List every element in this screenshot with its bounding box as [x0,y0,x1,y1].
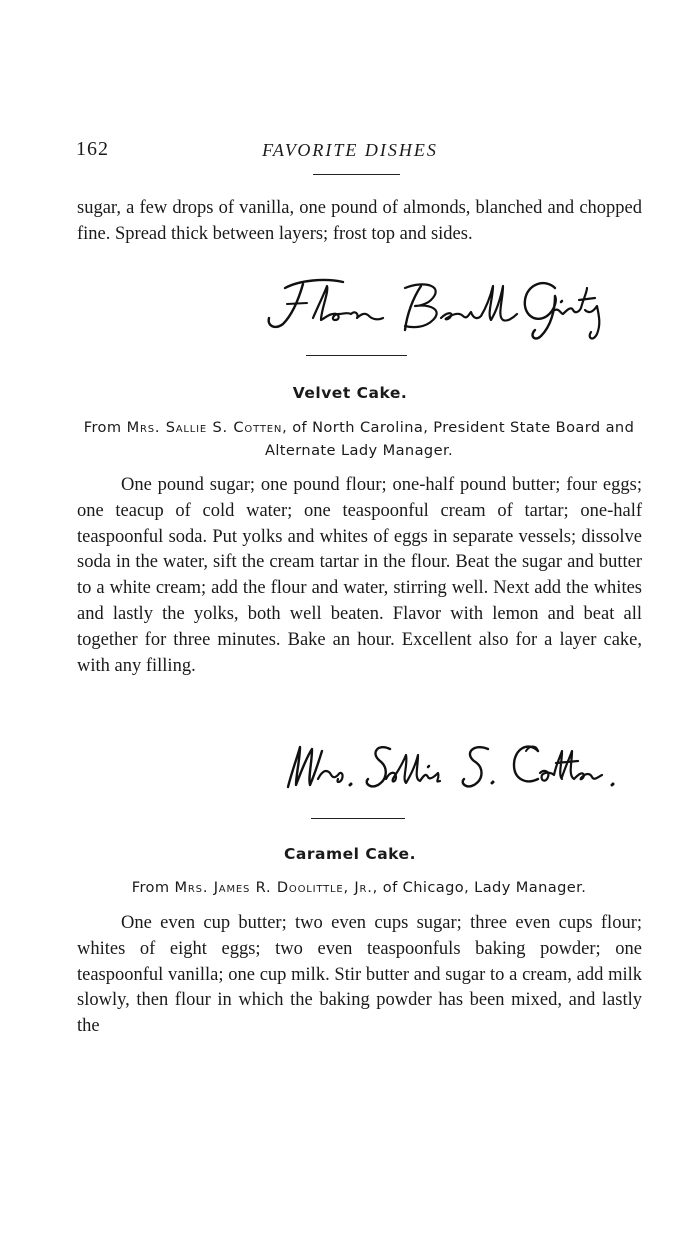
header-rule [313,174,400,175]
recipe-title-velvet-cake: Velvet Cake. [292,384,408,402]
continuation-paragraph: sugar, a few drops of vanilla, one pound of almonds, blanched and chopped fine. Spread thick between layers; frost top and sides. [77,198,642,244]
handwritten-signature-flora-beall-ginty [255,270,635,345]
source-details: , of North Carolina, President State Board and Alternate Lady Manager. [264,419,635,459]
recipe-body-velvet-cake: One pound sugar; one pound flour; one-half pound butter; four eggs; one teacup of cold water; one teaspoonful cream of tartar; one-half teaspoonful soda. Put yolks and whites of eggs in separate vessels; dissolve soda in the water, sift the cream tartar in the flour. Beat the sugar and butter to a white cream; add the flour and water, stirring well. Next add the whites and lastly the yolks, both well beaten. Flavor with lemon and beat all together for three minutes. Bake an hour. Excellent also for a layer cake, with any filling. [77,475,642,676]
source-details: , of Chicago, Lady Manager. [372,879,587,896]
section-rule [306,355,407,356]
source-prefix: From [131,879,170,896]
page-number: 162 [76,138,109,160]
contributor-name: Mrs. Sallie S. Cotten [126,419,283,436]
source-prefix: From [83,419,122,436]
section-rule [311,818,405,819]
recipe-body-caramel-cake: One even cup butter; two even cups sugar; three even cups flour; whites of eight eggs; two even teaspoonfuls baking powder; one teaspoonful vanilla; one cup milk. Stir butter and sugar to a cream, add milk slowly, then flour in which the baking powder has been mixed, and lastly the [77,913,642,1037]
running-head: FAVORITE DISHES [262,140,438,160]
recipe-title-caramel-cake: Caramel Cake. [284,845,416,863]
recipe-source-velvet-cake [76,416,642,462]
handwritten-signature-mrs-sallie-s-cotten [278,735,648,805]
contributor-name: Mrs. James R. Doolittle, Jr. [174,879,373,896]
recipe-source-caramel-cake [76,876,642,899]
